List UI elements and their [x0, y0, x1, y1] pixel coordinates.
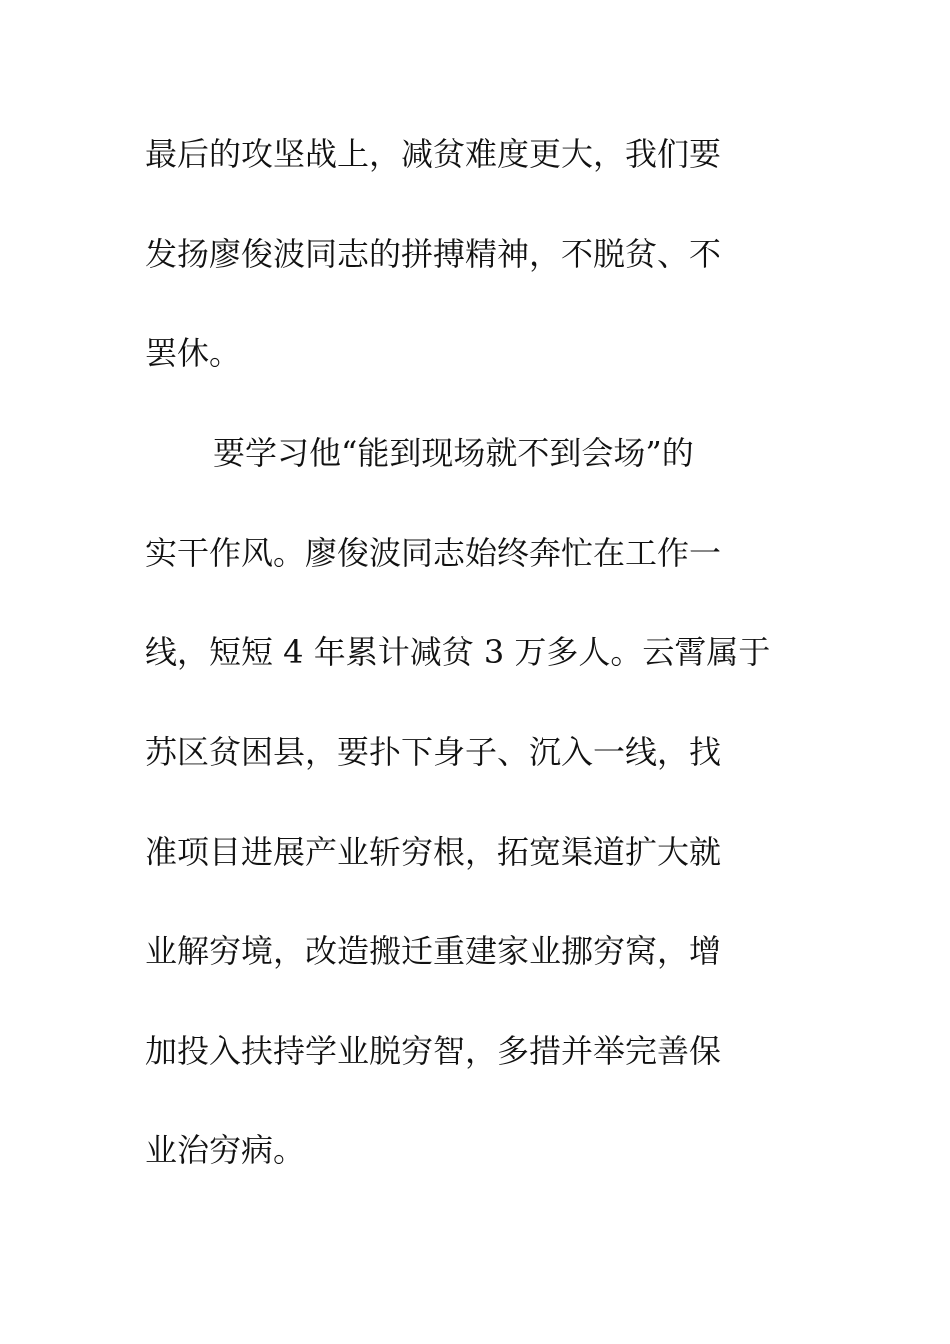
text-line: 罢休。 — [145, 334, 242, 372]
text-line: 实干作风。廖俊波同志始终奔忙在工作一 — [145, 534, 722, 572]
text-line: 最后的攻坚战上，减贫难度更大，我们要 — [145, 135, 722, 173]
text-line: 业治穷病。 — [145, 1131, 306, 1169]
text-line: 发扬廖俊波同志的拼搏精神，不脱贫、不 — [145, 235, 722, 273]
text-line: 业解穷境，改造搬迁重建家业挪穷窝，增 — [145, 932, 722, 970]
text-line: 加投入扶持学业脱穷智，多措并举完善保 — [145, 1032, 722, 1070]
text-line: 线，短短 4 年累计减贫 3 万多人。云霄属于 — [145, 633, 771, 671]
paragraph-first-line: 要学习他“能到现场就不到会场”的 — [213, 434, 694, 472]
text-line: 准项目进展产业斩穷根，拓宽渠道扩大就 — [145, 833, 722, 871]
text-line: 苏区贫困县，要扑下身子、沉入一线，找 — [145, 733, 722, 771]
